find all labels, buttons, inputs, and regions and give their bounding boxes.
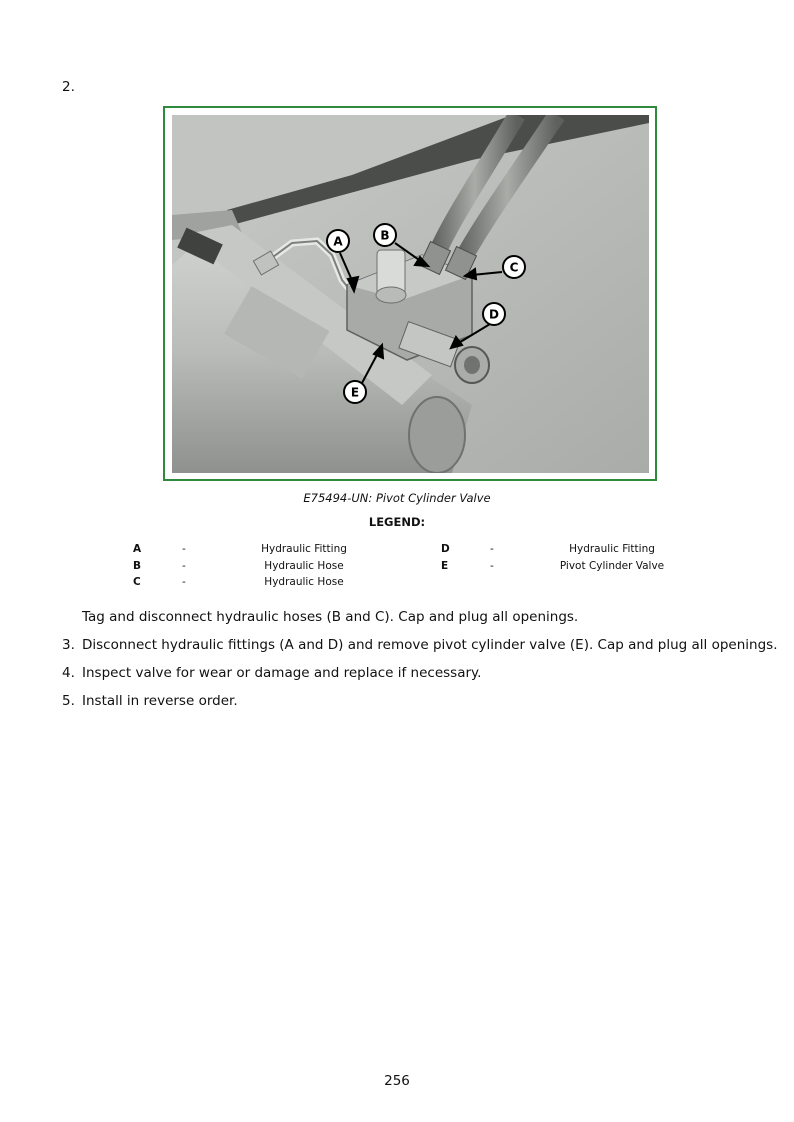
step-2-text: Tag and disconnect hydraulic hoses (B and C). Cap and plug all openings. bbox=[82, 609, 579, 625]
callout-b-label: B bbox=[380, 228, 390, 243]
callout-d-label: D bbox=[489, 307, 499, 322]
callout-e-label: E bbox=[350, 385, 360, 400]
legend-dash-c: - bbox=[182, 576, 186, 588]
legend-letter-c: C bbox=[133, 576, 141, 588]
legend-desc-d: Hydraulic Fitting bbox=[569, 543, 655, 555]
legend-dash-b: - bbox=[182, 560, 186, 572]
legend-desc-b: Hydraulic Hose bbox=[264, 560, 344, 572]
step-3-number: 3. bbox=[62, 637, 75, 653]
legend-desc-c: Hydraulic Hose bbox=[264, 576, 344, 588]
callout-c-label: C bbox=[509, 260, 519, 275]
step-5-number: 5. bbox=[62, 693, 75, 709]
legend-letter-e: E bbox=[441, 560, 449, 572]
callout-a-label: A bbox=[333, 234, 343, 249]
step-4-text: Inspect valve for wear or damage and replace if necessary. bbox=[82, 665, 482, 681]
legend-desc-e: Pivot Cylinder Valve bbox=[559, 560, 665, 572]
figure-frame bbox=[163, 106, 657, 481]
step-4-number: 4. bbox=[62, 665, 75, 681]
legend-desc-a: Hydraulic Fitting bbox=[261, 543, 347, 555]
legend-title: LEGEND: bbox=[368, 515, 426, 529]
step-number-2: 2. bbox=[62, 79, 75, 95]
legend-letter-d: D bbox=[441, 543, 450, 555]
legend-letter-a: A bbox=[133, 543, 142, 555]
step-5-text: Install in reverse order. bbox=[82, 693, 238, 709]
legend-dash-e: - bbox=[490, 560, 494, 572]
pivot-cylinder-valve-photo bbox=[172, 115, 649, 473]
page-number: 256 bbox=[384, 1073, 410, 1089]
step-3-text: Disconnect hydraulic fittings (A and D) and remove pivot cylinder valve (E). Cap and plug all openings. bbox=[82, 637, 778, 653]
figure-caption: E75494-UN: Pivot Cylinder Valve bbox=[303, 491, 491, 505]
legend-dash-a: - bbox=[182, 543, 186, 555]
legend-letter-b: B bbox=[133, 560, 142, 572]
legend-dash-d: - bbox=[490, 543, 494, 555]
